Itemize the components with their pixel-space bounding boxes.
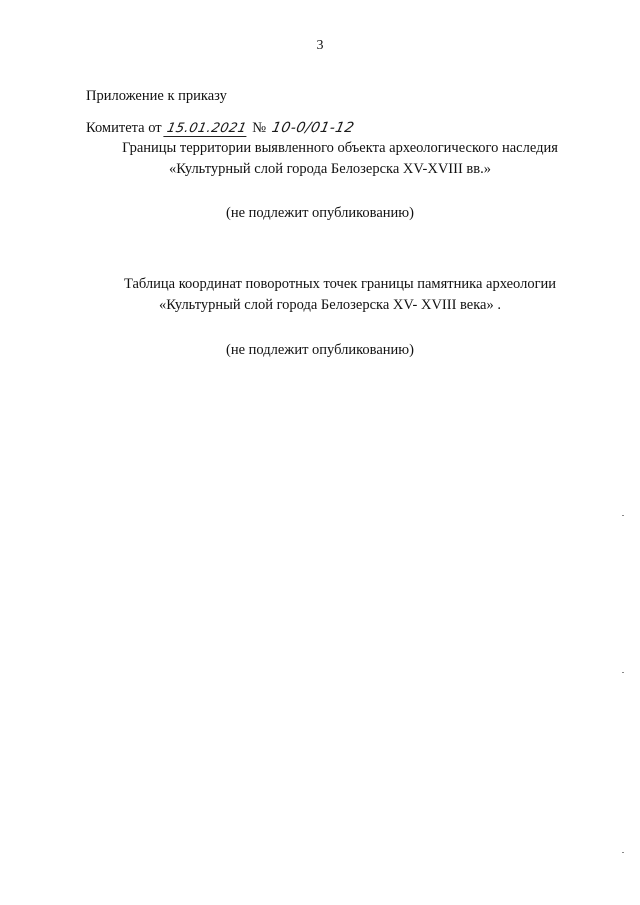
scan-speck — [622, 515, 624, 516]
number-sign: № — [252, 120, 267, 136]
handwritten-order-number: 10-0/01-12 — [270, 120, 356, 136]
scan-speck — [622, 852, 624, 853]
scan-speck — [622, 672, 624, 673]
table-heading-line1: Таблица координат поворотных точек границы памятника археологии — [123, 276, 557, 292]
handwritten-date: 15.01.2021 — [164, 121, 251, 137]
boundaries-heading-line2: «Культурный слой города Белозерска XV-XVIII вв.» — [169, 161, 491, 177]
not-published-note-1: (не подлежит опубликованию) — [226, 205, 414, 221]
committee-line — [86, 120, 356, 137]
appendix-title: Приложение к приказу — [86, 88, 227, 104]
not-published-note-2: (не подлежит опубликованию) — [226, 342, 414, 358]
boundaries-heading-line1: Границы территории выявленного объекта археологического наследия — [122, 140, 558, 156]
page-number: 3 — [316, 38, 324, 53]
table-heading-line2: «Культурный слой города Белозерска XV- XVIII века» . — [159, 297, 501, 313]
committee-label: Комитета от — [86, 120, 162, 136]
